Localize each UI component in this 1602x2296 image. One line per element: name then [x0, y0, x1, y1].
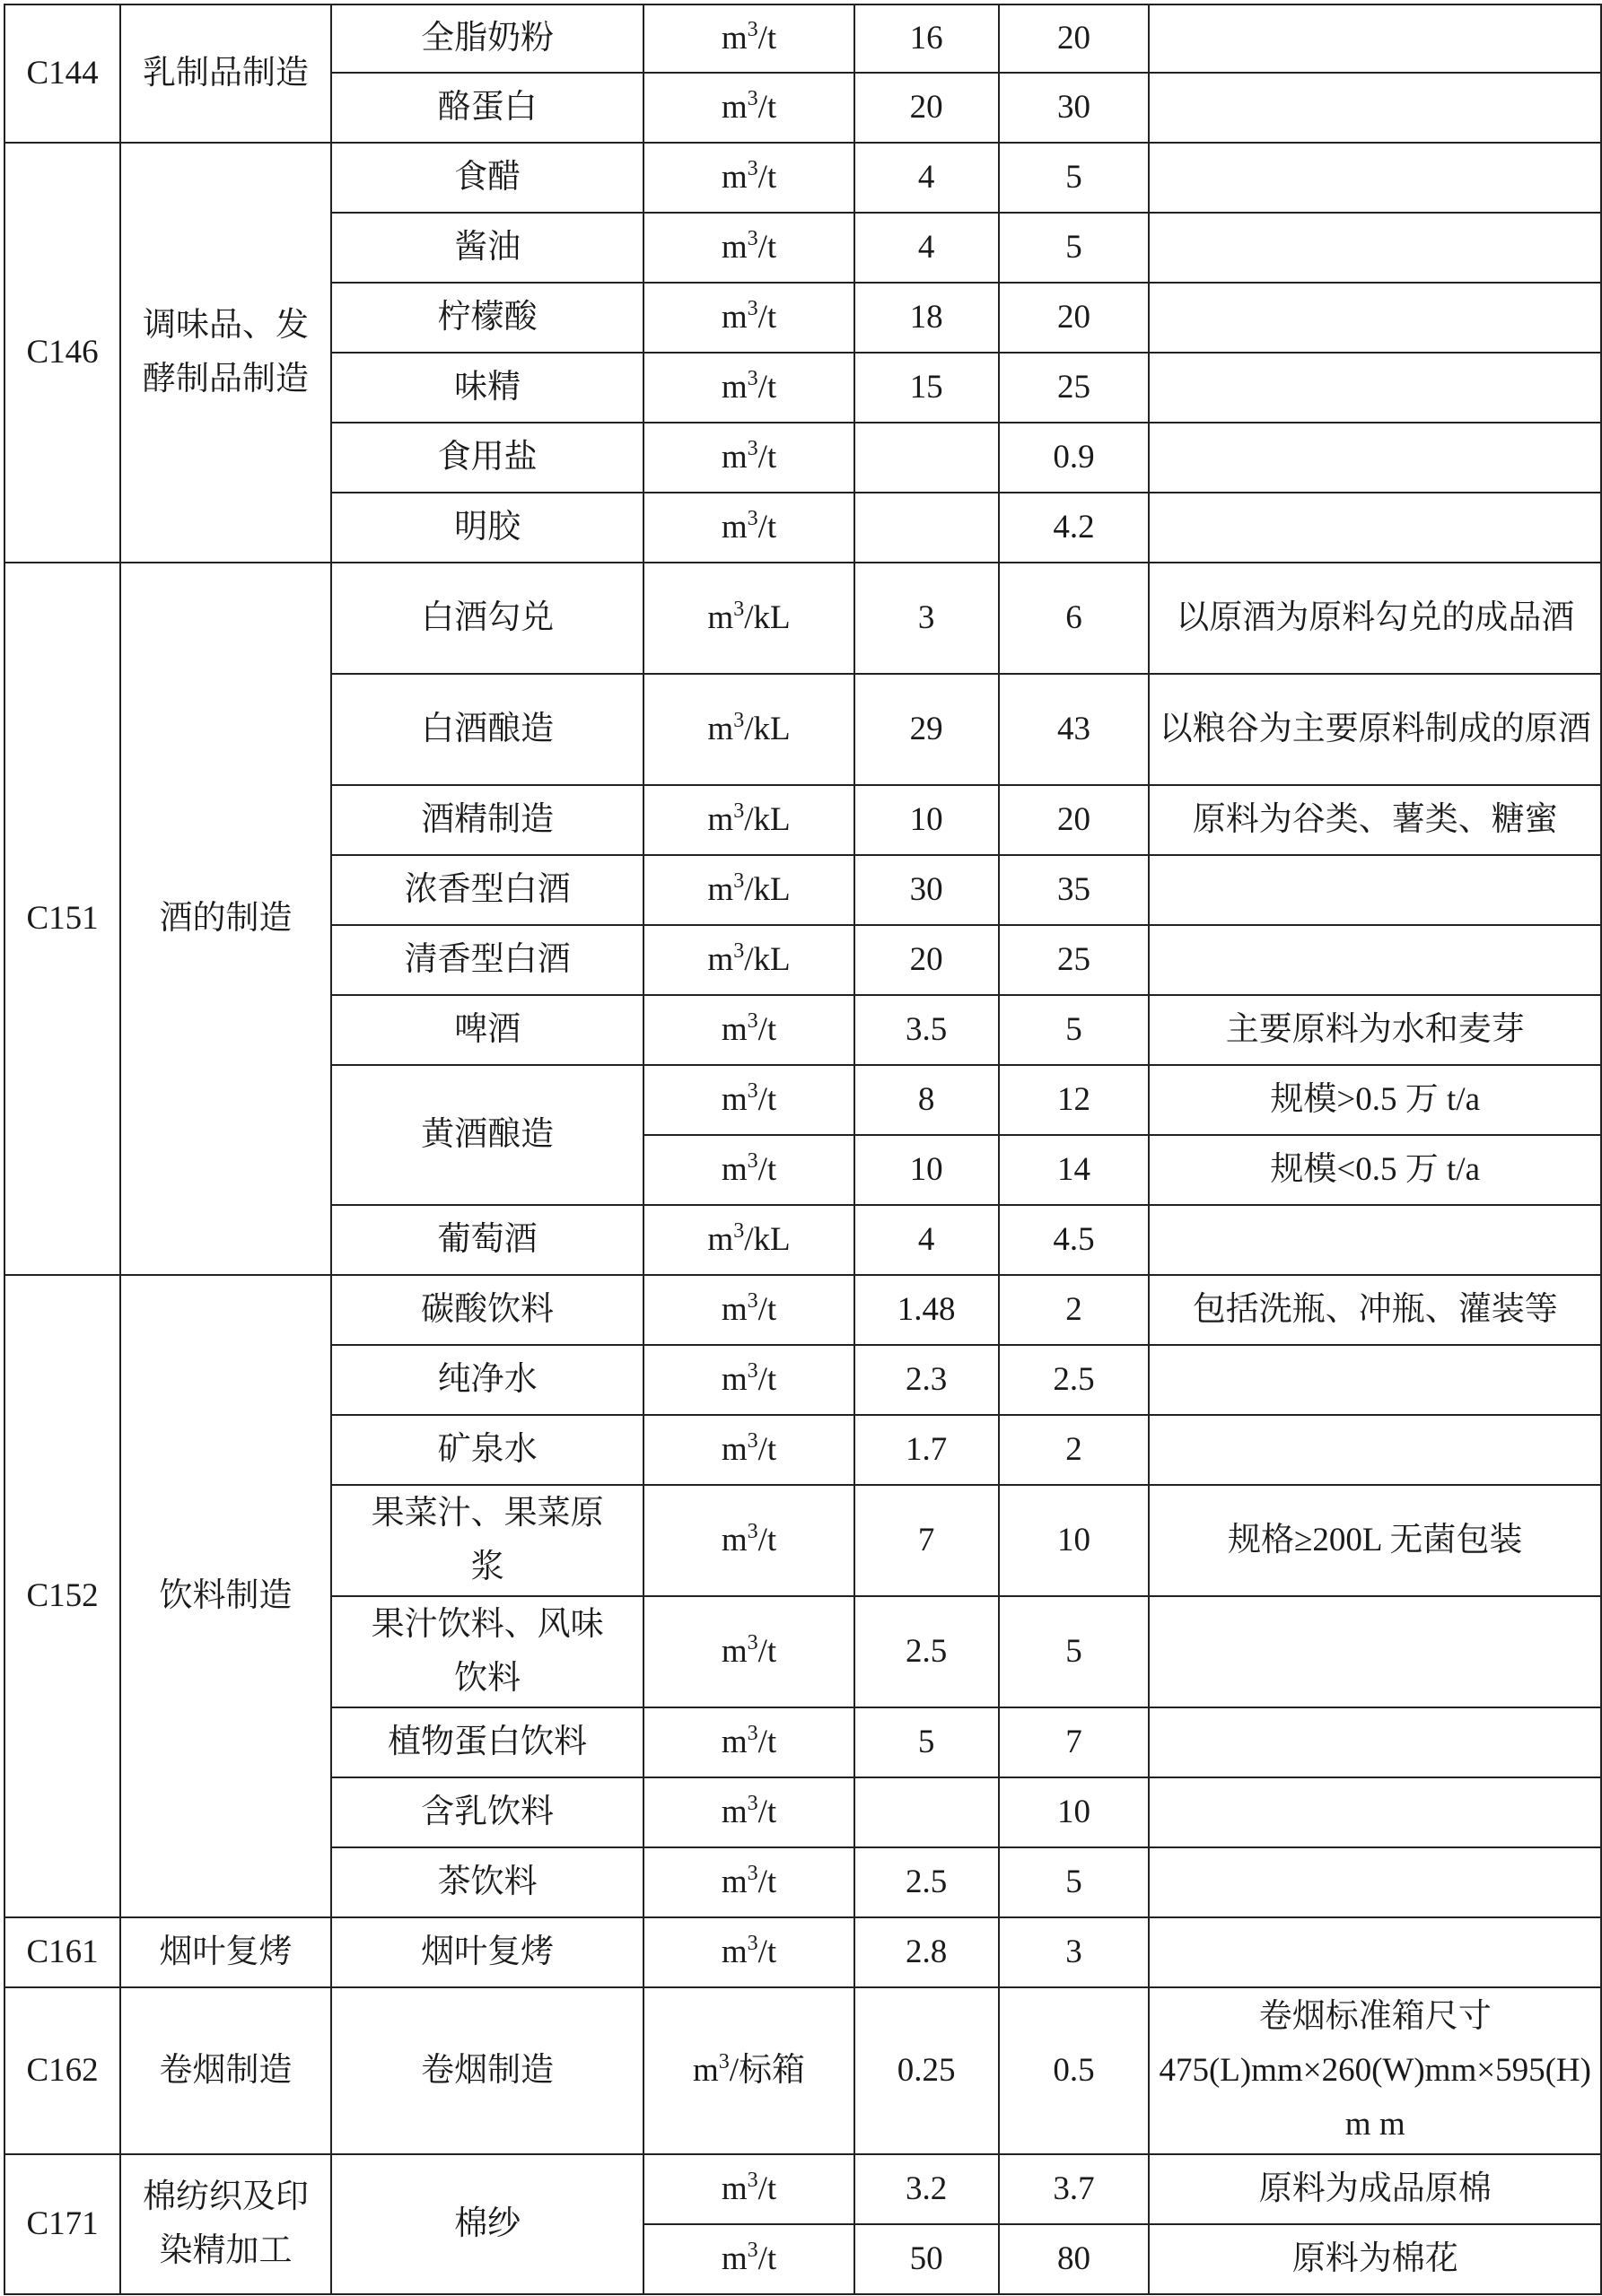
quota-value-1-cell: 3.5 — [854, 995, 999, 1065]
industry-name-cell: 饮料制造 — [120, 1275, 331, 1917]
unit-cell: $m^3/t$ — [643, 213, 854, 283]
product-name-cell: 棉纱 — [331, 2154, 643, 2294]
quota-value-2-cell: 43 — [999, 674, 1150, 785]
quota-value-2-cell: 20 — [999, 4, 1150, 73]
unit-cell: $m^3/t$ — [643, 1847, 854, 1917]
product-name-cell: 含乳饮料 — [331, 1777, 643, 1847]
industry-code-cell: C151 — [4, 563, 120, 1275]
quota-value-1-cell: 4 — [854, 143, 999, 213]
note-cell — [1149, 1345, 1601, 1415]
quota-value-2-cell: 7 — [999, 1707, 1150, 1777]
quota-value-2-cell: 4.5 — [999, 1205, 1150, 1275]
quota-value-2-cell: 5 — [999, 1596, 1150, 1707]
unit-cell: $m^3/t$ — [643, 143, 854, 213]
product-name-cell: 黄酒酿造 — [331, 1065, 643, 1205]
quota-value-2-cell: 30 — [999, 73, 1150, 143]
quota-value-2-cell: 5 — [999, 213, 1150, 283]
unit-cell: $m^3/kL$ — [643, 925, 854, 995]
unit-cell: $m^3/t$ — [643, 1917, 854, 1987]
unit-cell: $m^3/kL$ — [643, 674, 854, 785]
quota-value-1-cell: 2.3 — [854, 1345, 999, 1415]
unit-cell: $m^3/t$ — [643, 283, 854, 353]
note-cell: 包括洗瓶、冲瓶、灌装等 — [1149, 1275, 1601, 1345]
industry-name-cell: 棉纺织及印染精加工 — [120, 2154, 331, 2294]
quota-value-1-cell — [854, 493, 999, 563]
product-name-cell: 植物蛋白饮料 — [331, 1707, 643, 1777]
unit-cell: $m^3/t$ — [643, 1065, 854, 1135]
quota-value-2-cell: 5 — [999, 1847, 1150, 1917]
note-cell — [1149, 1707, 1601, 1777]
quota-value-2-cell: 5 — [999, 143, 1150, 213]
unit-cell: $m^3/kL$ — [643, 785, 854, 855]
note-cell — [1149, 4, 1601, 73]
quota-value-1-cell: 1.48 — [854, 1275, 999, 1345]
table-row — [4, 2154, 1601, 2224]
quota-value-1-cell: 2.5 — [854, 1847, 999, 1917]
table-row — [4, 143, 1601, 213]
product-name-cell: 白酒酿造 — [331, 674, 643, 785]
quota-value-1-cell: 1.7 — [854, 1415, 999, 1485]
industry-code-cell: C152 — [4, 1275, 120, 1917]
note-cell — [1149, 1205, 1601, 1275]
note-cell: 规模>0.5 万 t/a — [1149, 1065, 1601, 1135]
quota-value-2-cell: 0.9 — [999, 423, 1150, 493]
note-cell — [1149, 143, 1601, 213]
quota-value-1-cell: 5 — [854, 1707, 999, 1777]
note-cell: 主要原料为水和麦芽 — [1149, 995, 1601, 1065]
unit-cell: $m^3/t$ — [643, 423, 854, 493]
product-name-cell: 茶饮料 — [331, 1847, 643, 1917]
industry-name-cell: 酒的制造 — [120, 563, 331, 1275]
unit-cell: $m^3/kL$ — [643, 563, 854, 674]
product-name-cell: 全脂奶粉 — [331, 4, 643, 73]
note-cell — [1149, 493, 1601, 563]
note-cell — [1149, 1847, 1601, 1917]
product-name-cell: 白酒勾兑 — [331, 563, 643, 674]
industry-code-cell: C171 — [4, 2154, 120, 2294]
water-quota-table — [4, 4, 1602, 2295]
quota-value-1-cell: 4 — [854, 213, 999, 283]
note-cell: 卷烟标准箱尺寸475(L)mm×260(W)mm×595(H) m m — [1149, 1987, 1601, 2154]
quota-value-2-cell: 25 — [999, 925, 1150, 995]
quota-value-2-cell: 12 — [999, 1065, 1150, 1135]
product-name-cell: 浓香型白酒 — [331, 855, 643, 925]
industry-code-cell: C144 — [4, 4, 120, 143]
quota-value-2-cell: 5 — [999, 995, 1150, 1065]
quota-value-2-cell: 4.2 — [999, 493, 1150, 563]
unit-cell: $m^3/kL$ — [643, 855, 854, 925]
note-cell: 原料为成品原棉 — [1149, 2154, 1601, 2224]
note-cell — [1149, 283, 1601, 353]
quota-value-2-cell: 14 — [999, 1135, 1150, 1205]
quota-value-1-cell: 2.8 — [854, 1917, 999, 1987]
product-name-cell: 柠檬酸 — [331, 283, 643, 353]
table-row — [4, 4, 1601, 73]
unit-cell: $m^3/t$ — [643, 1135, 854, 1205]
product-name-cell: 酒精制造 — [331, 785, 643, 855]
quota-value-2-cell: 2 — [999, 1415, 1150, 1485]
product-name-cell: 纯净水 — [331, 1345, 643, 1415]
note-cell: 规模<0.5 万 t/a — [1149, 1135, 1601, 1205]
unit-cell: $m^3/t$ — [643, 1777, 854, 1847]
quota-value-1-cell: 4 — [854, 1205, 999, 1275]
quota-value-2-cell: 0.5 — [999, 1987, 1150, 2154]
industry-code-cell: C146 — [4, 143, 120, 563]
industry-name-cell: 乳制品制造 — [120, 4, 331, 143]
quota-value-1-cell: 10 — [854, 1135, 999, 1205]
quota-value-1-cell: 50 — [854, 2224, 999, 2294]
quota-value-2-cell: 2 — [999, 1275, 1150, 1345]
unit-cell: $m^3/t$ — [643, 1596, 854, 1707]
industry-code-cell: C161 — [4, 1917, 120, 1987]
note-cell — [1149, 1777, 1601, 1847]
product-name-cell: 葡萄酒 — [331, 1205, 643, 1275]
note-cell — [1149, 353, 1601, 423]
product-name-cell: 矿泉水 — [331, 1415, 643, 1485]
note-cell: 原料为谷类、薯类、糖蜜 — [1149, 785, 1601, 855]
product-name-cell: 明胶 — [331, 493, 643, 563]
unit-cell: $m^3/t$ — [643, 2224, 854, 2294]
unit-cell: $m^3/t$ — [643, 4, 854, 73]
product-name-cell: 酱油 — [331, 213, 643, 283]
product-name-cell: 卷烟制造 — [331, 1987, 643, 2154]
product-name-cell: 果菜汁、果菜原浆 — [331, 1485, 643, 1596]
quota-value-1-cell: 0.25 — [854, 1987, 999, 2154]
note-cell: 以粮谷为主要原料制成的原酒 — [1149, 674, 1601, 785]
quota-value-2-cell: 6 — [999, 563, 1150, 674]
industry-name-cell: 调味品、发酵制品制造 — [120, 143, 331, 563]
quota-value-1-cell: 18 — [854, 283, 999, 353]
table-row — [4, 1987, 1601, 2154]
quota-value-2-cell: 2.5 — [999, 1345, 1150, 1415]
product-name-cell: 啤酒 — [331, 995, 643, 1065]
unit-cell: $m^3/t$ — [643, 353, 854, 423]
quota-value-1-cell: 2.5 — [854, 1596, 999, 1707]
unit-cell: $m^3/kL$ — [643, 1205, 854, 1275]
note-cell: 以原酒为原料勾兑的成品酒 — [1149, 563, 1601, 674]
table-row — [4, 563, 1601, 674]
quota-value-1-cell: 30 — [854, 855, 999, 925]
quota-value-2-cell: 80 — [999, 2224, 1150, 2294]
quota-value-2-cell: 3.7 — [999, 2154, 1150, 2224]
product-name-cell: 酪蛋白 — [331, 73, 643, 143]
product-name-cell: 食醋 — [331, 143, 643, 213]
quota-value-1-cell — [854, 423, 999, 493]
quota-value-2-cell: 35 — [999, 855, 1150, 925]
industry-code-cell: C162 — [4, 1987, 120, 2154]
industry-name-cell: 烟叶复烤 — [120, 1917, 331, 1987]
quota-value-2-cell: 20 — [999, 283, 1150, 353]
quota-value-2-cell: 25 — [999, 353, 1150, 423]
note-cell — [1149, 1415, 1601, 1485]
note-cell — [1149, 423, 1601, 493]
industry-name-cell: 卷烟制造 — [120, 1987, 331, 2154]
product-name-cell: 碳酸饮料 — [331, 1275, 643, 1345]
table-row — [4, 1275, 1601, 1345]
unit-cell: $m^3/t$ — [643, 1345, 854, 1415]
quota-value-1-cell: 16 — [854, 4, 999, 73]
product-name-cell: 味精 — [331, 353, 643, 423]
quota-value-1-cell: 8 — [854, 1065, 999, 1135]
unit-cell: $m^3/t$ — [643, 73, 854, 143]
quota-value-1-cell: 20 — [854, 73, 999, 143]
quota-value-1-cell: 20 — [854, 925, 999, 995]
quota-value-1-cell: 3.2 — [854, 2154, 999, 2224]
quota-value-2-cell: 20 — [999, 785, 1150, 855]
product-name-cell: 食用盐 — [331, 423, 643, 493]
note-cell — [1149, 1917, 1601, 1987]
quota-value-1-cell: 29 — [854, 674, 999, 785]
quota-value-1-cell: 10 — [854, 785, 999, 855]
unit-cell: $m^3/t$ — [643, 1415, 854, 1485]
note-cell — [1149, 925, 1601, 995]
quota-value-1-cell: 3 — [854, 563, 999, 674]
unit-cell: $m^3/t$ — [643, 1275, 854, 1345]
quota-value-1-cell: 15 — [854, 353, 999, 423]
quota-value-2-cell: 3 — [999, 1917, 1150, 1987]
quota-value-2-cell: 10 — [999, 1485, 1150, 1596]
note-cell: 原料为棉花 — [1149, 2224, 1601, 2294]
quota-value-1-cell: 7 — [854, 1485, 999, 1596]
product-name-cell: 清香型白酒 — [331, 925, 643, 995]
unit-cell: $m^3/t$ — [643, 995, 854, 1065]
quota-value-1-cell — [854, 1777, 999, 1847]
unit-cell: $m^3/t$ — [643, 493, 854, 563]
unit-cell: $m^3/t$ — [643, 1707, 854, 1777]
unit-cell: $m^3/$标箱 — [643, 1987, 854, 2154]
product-name-cell: 烟叶复烤 — [331, 1917, 643, 1987]
unit-cell: $m^3/t$ — [643, 1485, 854, 1596]
note-cell: 规格≥200L 无菌包装 — [1149, 1485, 1601, 1596]
note-cell — [1149, 73, 1601, 143]
note-cell — [1149, 1596, 1601, 1707]
table-row — [4, 1917, 1601, 1987]
note-cell — [1149, 855, 1601, 925]
note-cell — [1149, 213, 1601, 283]
quota-value-2-cell: 10 — [999, 1777, 1150, 1847]
unit-cell: $m^3/t$ — [643, 2154, 854, 2224]
product-name-cell: 果汁饮料、风味饮料 — [331, 1596, 643, 1707]
